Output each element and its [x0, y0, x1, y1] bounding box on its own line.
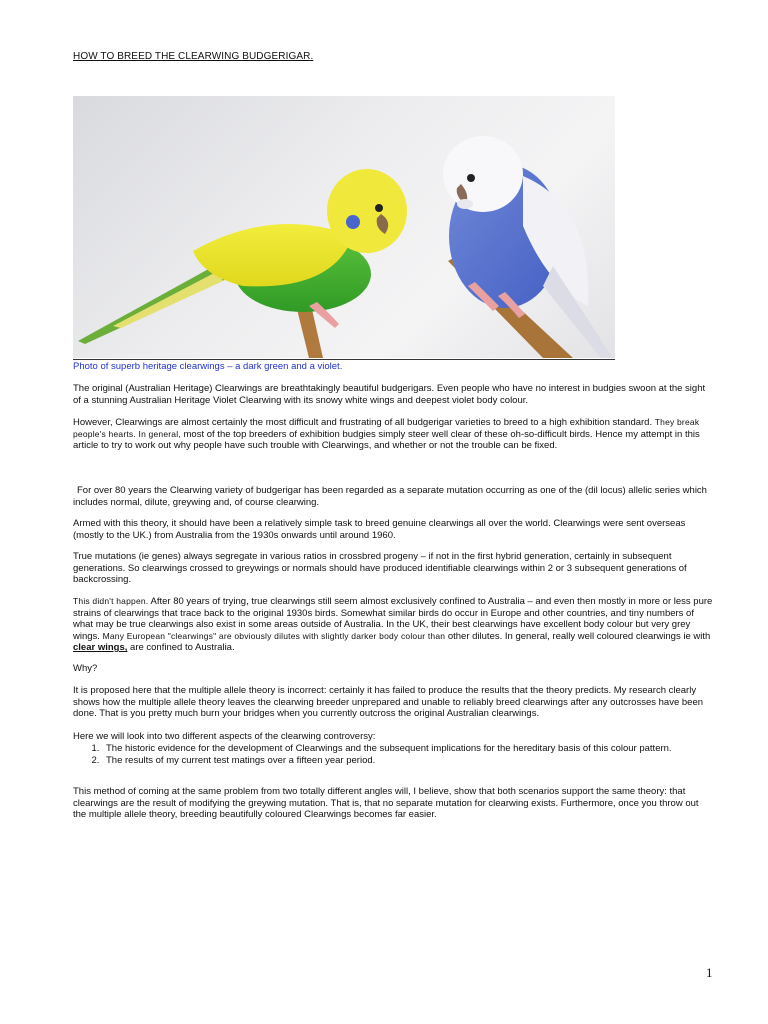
budgerigar-photo: [73, 96, 615, 358]
list-item: 2. The results of my current test matings over a fifteen year period.: [102, 755, 742, 767]
paragraph-proposal: It is proposed here that the multiple allele theory is incorrect: certainly it has failed to produce the results that the theory predicts. My research clearly shows how the multiple allele theory leaves the clearwing breeder unprepared and unable to reliably breed clearwings after any outcrosses have been done. That is you pretty much burn your bridges when you currently outcross the original Australian clearwings.: [73, 685, 704, 719]
photo-caption: Photo of superb heritage clearwings – a dark green and a violet.: [73, 361, 343, 372]
paragraph-history: For over 80 years the Clearwing variety of budgerigar has been regarded as a separate mutation occurring as one of the (dil locus) allelic series which includes normal, dilute, greywing and, of course clearwing.: [73, 485, 707, 508]
page-number: 1: [706, 965, 713, 980]
paragraph-conclusion: This method of coming at the same problem from two totally different angles will, I believe, show that both scenarios support the same theory: that clearwings are the result of modifying the greywing mutation. That is, that no separate mutation for clearwing exists. Furthermore, once you throw out the multiple allele theory, breeding beautifully coloured Clearwings becomes far easier.: [73, 786, 699, 820]
paragraph-mutations: True mutations (ie genes) always segregate in various ratios in crossbred progeny – if not in the first hybrid generation, certainly in subsequent generations. So clearwings crossed to greywings or normals should have produced identifiable clearwings within 2 or 3 subsequent generations of backcrossing.: [73, 551, 687, 585]
paragraph-aspects: Here we will look into two different aspects of the clearwing controversy:: [73, 731, 376, 742]
aspects-list: [73, 743, 742, 766]
difficulty-text-a: However, Clearwings are almost certainly the most difficult and frustrating of all budgerigar varieties to breed to a high exhibition standard.: [73, 417, 653, 428]
paragraph-outcome: [73, 596, 713, 654]
outcome-text-d: other dilutes. In general, really well coloured clearwings ie with: [447, 630, 711, 642]
clear-wings-emphasis: clear wings,: [73, 642, 128, 653]
outcome-text-a: This didn't happen.: [73, 596, 149, 606]
outcome-text-c: Many European "clearwings" are obviously dilutes with slightly darker body colour than: [102, 630, 446, 641]
difficulty-text-b: They break people's hearts. In general,: [73, 417, 700, 439]
paragraph-why: Why?: [73, 663, 98, 674]
photo-underline: [73, 359, 615, 360]
document-title: HOW TO BREED THE CLEARWING BUDGERIGAR.: [73, 51, 314, 62]
budgerigar-illustration: [73, 96, 615, 358]
paragraph-intro: The original (Australian Heritage) Clearwings are breathtakingly beautiful budgerigars. Even people who have no interest in budgies swoon at the sight of a stunning Australian Heritage Violet Clearwing with its snowy white wings and deepest violet body colour.: [73, 383, 706, 406]
outcome-text-b: After 80 years of trying, true clearwings still seem almost exclusively confined to Australia – and even then mostly in more or less pure strains of clearwings that trace back to the original 1930s birds. Somewhat similar birds do occur in Europe and other countries, and tiny numbers of what may be true clearwings also exist in some areas outside of Australia. In the UK, their best clearwings have excellent body colour but very grey wings.: [73, 596, 713, 642]
list-item: 1. The historic evidence for the development of Clearwings and the subsequent implications for the hereditary basis of this colour pattern.: [102, 743, 742, 755]
paragraph-difficulty: [73, 417, 713, 452]
difficulty-text-c: most of the top breeders of exhibition budgies simply steer well clear of these oh-so-difficult birds. Hence my attempt in this article to try to work out why people have such trouble with Clearwings, and whether or not the trouble can be fixed.: [73, 428, 700, 451]
outcome-text-f: are confined to Australia.: [130, 642, 235, 653]
paragraph-theory: Armed with this theory, it should have been a relatively simple task to breed genuine clearwings all over the world. Clearwings were sent overseas (mostly to the UK.) from Australia from the 1930s onwards until around 1960.: [73, 518, 686, 541]
